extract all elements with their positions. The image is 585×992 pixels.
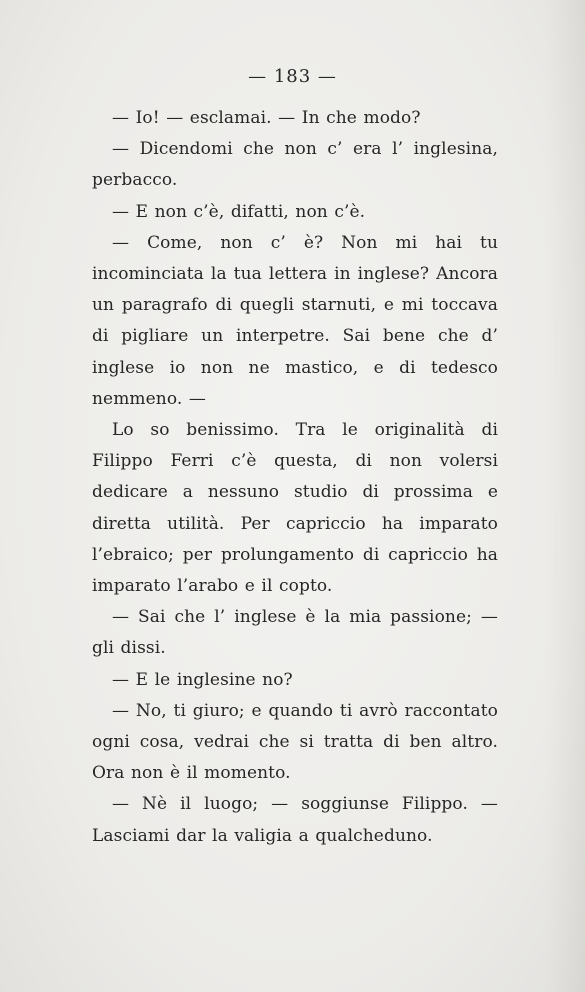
paragraph: — E le inglesine no? xyxy=(112,669,293,690)
page-body xyxy=(92,103,498,852)
page-number: — 183 — xyxy=(248,66,337,87)
paragraph: — Sai che l’ inglese è la mia passione; — gli dissi. xyxy=(92,607,498,659)
paragraph: — E non c’è, difatti, non c’è. xyxy=(112,201,366,222)
paragraph: Lo so benissimo. Tra le originalità di Filippo Ferri c’è questa, di non volersi dedicare a nessuno studio di prossima e diretta utilità. Per capriccio ha imparato l’ebraico; per prolungamento di capriccio ha imparato l’arabo e il copto. xyxy=(92,420,498,597)
paragraph: — No, ti giuro; e quando ti avrò raccontato ogni cosa, vedrai che si tratta di ben altro. Ora non è il momento. xyxy=(92,700,498,784)
page-edge-shadow xyxy=(545,0,585,992)
paragraph: — Dicendomi che non c’ era l’ inglesina, perbacco. xyxy=(92,139,498,191)
paragraph: — Come, non c’ è? Non mi hai tu incominciata la tua lettera in inglese? Ancora un paragrafo di quegli starnuti, e mi toccava di pigliare un interpetre. Sai bene che d’ inglese io non ne mastico, e di tedesco nemmeno. — xyxy=(92,232,498,409)
paragraph: — Nè il luogo; — soggiunse Filippo. — Lasciami dar la valigia a qualcheduno. xyxy=(92,794,498,846)
paragraph: — Io! — esclamai. — In che modo? xyxy=(112,108,421,128)
